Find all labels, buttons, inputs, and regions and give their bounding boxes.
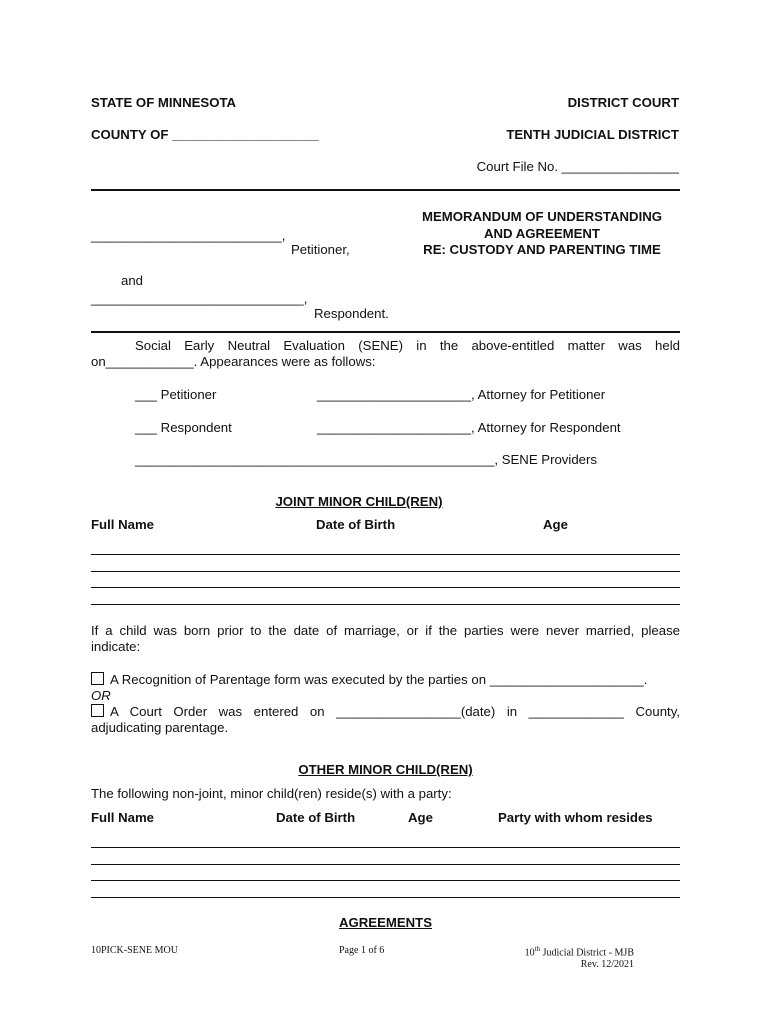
joint-child-row-line[interactable] [91,604,680,605]
petitioner-attorney[interactable]: _____________________, Attorney for Petitioner [317,387,606,402]
respondent-attorney[interactable]: _____________________, Attorney for Respondent [317,420,621,435]
footer-revision: Rev. 12/2021 [580,959,634,971]
title-line-3: RE: CUSTODY AND PARENTING TIME [423,242,661,257]
footer-form-id: 10PICK-SENE MOU [91,945,178,956]
and-label: and [121,273,144,288]
respondent-label: Respondent. [314,306,389,321]
other-child-row-line[interactable] [91,864,680,865]
respondent-appearance[interactable]: ___ Respondent [135,420,232,435]
joint-col-age: Age [543,517,568,532]
court-file-number: Court File No. ________________ [476,159,679,174]
title-line-2: AND AGREEMENT [483,225,600,241]
joint-children-heading: JOINT MINOR CHILD(REN) [275,494,443,509]
or-label: OR [91,688,111,703]
intro-line-1: Social Early Neutral Evaluation (SENE) in the above-entitled matter was held [135,338,680,353]
joint-child-row-line[interactable] [91,554,680,555]
parentage-question-line-1: If a child was born prior to the date of marriage, or if the parties were never married, please [91,623,680,638]
document-title [400,209,684,259]
agreements-heading: AGREEMENTS [338,915,433,930]
county-label: COUNTY OF ____________________ [91,127,319,142]
petitioner-label: Petitioner, [291,242,350,257]
petitioner-appearance[interactable]: ___ Petitioner [135,387,217,402]
petitioner-name-line: __________________________, [91,228,286,243]
other-child-row-line[interactable] [91,897,680,898]
joint-col-date-of-birth: Date of Birth [316,517,396,532]
other-child-row-line[interactable] [91,847,680,848]
other-col-age: Age [408,810,433,825]
other-col-party: Party with whom resides [498,810,653,825]
parentage-question-line-2: indicate: [91,639,141,654]
recognition-of-parentage-option [91,672,647,687]
other-child-row-line[interactable] [91,880,680,881]
court-order-checkbox[interactable] [91,704,104,717]
court-order-option [91,704,680,719]
joint-child-row-line[interactable] [91,587,680,588]
intro-line-2: on____________. Appearances were as follows: [91,354,376,369]
other-children-heading: OTHER MINOR CHILD(REN) [298,762,473,777]
recognition-checkbox[interactable] [91,672,104,685]
footer-page-number: Page 1 of 6 [339,945,385,956]
joint-child-row-line[interactable] [91,571,680,572]
respondent-name-line: _____________________________, [91,291,308,306]
other-col-date-of-birth: Date of Birth [276,810,356,825]
district-label: TENTH JUDICIAL DISTRICT [506,127,679,142]
court-label: DISTRICT COURT [567,95,679,110]
state-label: STATE OF MINNESOTA [91,95,237,110]
court-order-option-continued: adjudicating parentage. [91,720,229,735]
caption-divider [91,331,680,333]
other-children-intro: The following non-joint, minor child(ren) reside(s) with a party: [91,786,452,801]
other-col-full-name: Full Name [91,810,155,825]
court-order-option-label: A Court Order was entered on _________________(date) in _____________ County, [110,704,680,719]
recognition-option-label: A Recognition of Parentage form was executed by the parties on _____________________. [110,672,648,687]
header-divider [91,189,680,191]
footer-district-line: 10th Judicial District - MJB [524,945,634,959]
title-line-1: MEMORANDUM OF UNDERSTANDING [421,209,663,224]
sene-providers[interactable]: _________________________________________________, SENE Providers [135,452,597,467]
joint-col-full-name: Full Name [91,517,155,532]
footer-district [525,943,634,971]
